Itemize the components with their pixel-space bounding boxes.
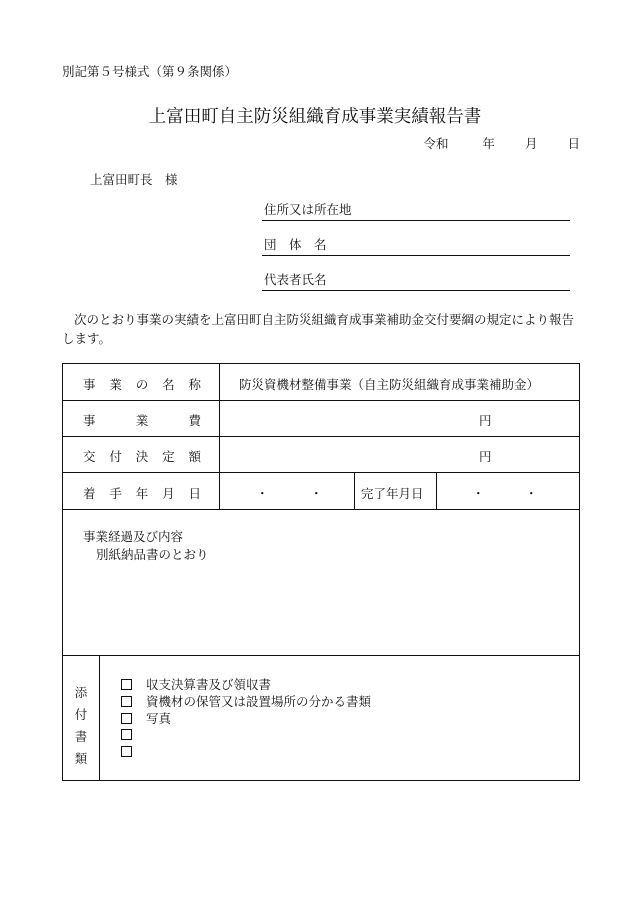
progress-value: 別紙納品書のとおり (96, 547, 209, 562)
grant-amount-label: 交 付 決 定 額 (83, 449, 201, 464)
attachments-label: 添 付 書 類 (74, 685, 88, 766)
attachment-item[interactable]: 資機材の保管又は設置場所の分かる書類 (121, 692, 371, 710)
project-name-label: 事 業 の 名 称 (83, 377, 201, 392)
date-line (423, 134, 580, 152)
checkbox-icon[interactable] (121, 746, 132, 757)
progress-label: 事業経過及び内容 (83, 529, 184, 544)
representative-name-field[interactable] (262, 274, 570, 291)
checkbox-icon[interactable] (121, 729, 132, 740)
report-table (62, 363, 580, 781)
form-number: 別記第５号様式（第９条関係） (62, 64, 238, 79)
completion-date-input[interactable]: ・ ・ (472, 486, 538, 501)
document-title: 上富田町自主防災組織育成事業実績報告書 (148, 107, 482, 127)
attachment-item[interactable] (121, 744, 146, 759)
attachment-item[interactable]: 写真 (121, 709, 171, 727)
checkbox-icon[interactable] (121, 713, 132, 724)
address-label: 住所又は所在地 (264, 202, 352, 217)
attachment-item[interactable] (121, 727, 146, 742)
start-date-label: 着 手 年 月 日 (83, 486, 201, 501)
date-day: 日 (567, 136, 580, 151)
organization-name-field[interactable] (262, 239, 570, 256)
date-month: 月 (524, 136, 538, 151)
start-date-input[interactable]: ・ ・ (256, 486, 323, 501)
completion-date-label: 完了年月日 (361, 486, 424, 501)
project-name-value: 防災資機材整備事業（自主防災組織育成事業補助金） (239, 377, 540, 392)
addressee: 上富田町長 様 (90, 172, 178, 187)
date-year: 年 (482, 136, 495, 151)
date-era: 令和 (423, 136, 449, 151)
checkbox-icon[interactable] (121, 679, 132, 690)
grant-amount-input[interactable] (220, 436, 580, 472)
cost-input[interactable] (220, 400, 580, 436)
cost-label: 事 業 費 (83, 413, 201, 428)
attachment-item[interactable]: 収支決算書及び領収書 (121, 675, 271, 693)
cost-unit: 円 (479, 413, 492, 428)
body-text: 次のとおり事業の実績を上富田町自主防災組織育成事業補助金交付要綱の規定により報告します。 (62, 312, 575, 346)
grant-amount-unit: 円 (479, 449, 492, 464)
address-field[interactable] (262, 204, 570, 221)
representative-name-label: 代表者氏名 (264, 272, 327, 287)
organization-name-label: 団 体 名 (264, 237, 327, 252)
checkbox-icon[interactable] (121, 696, 132, 707)
